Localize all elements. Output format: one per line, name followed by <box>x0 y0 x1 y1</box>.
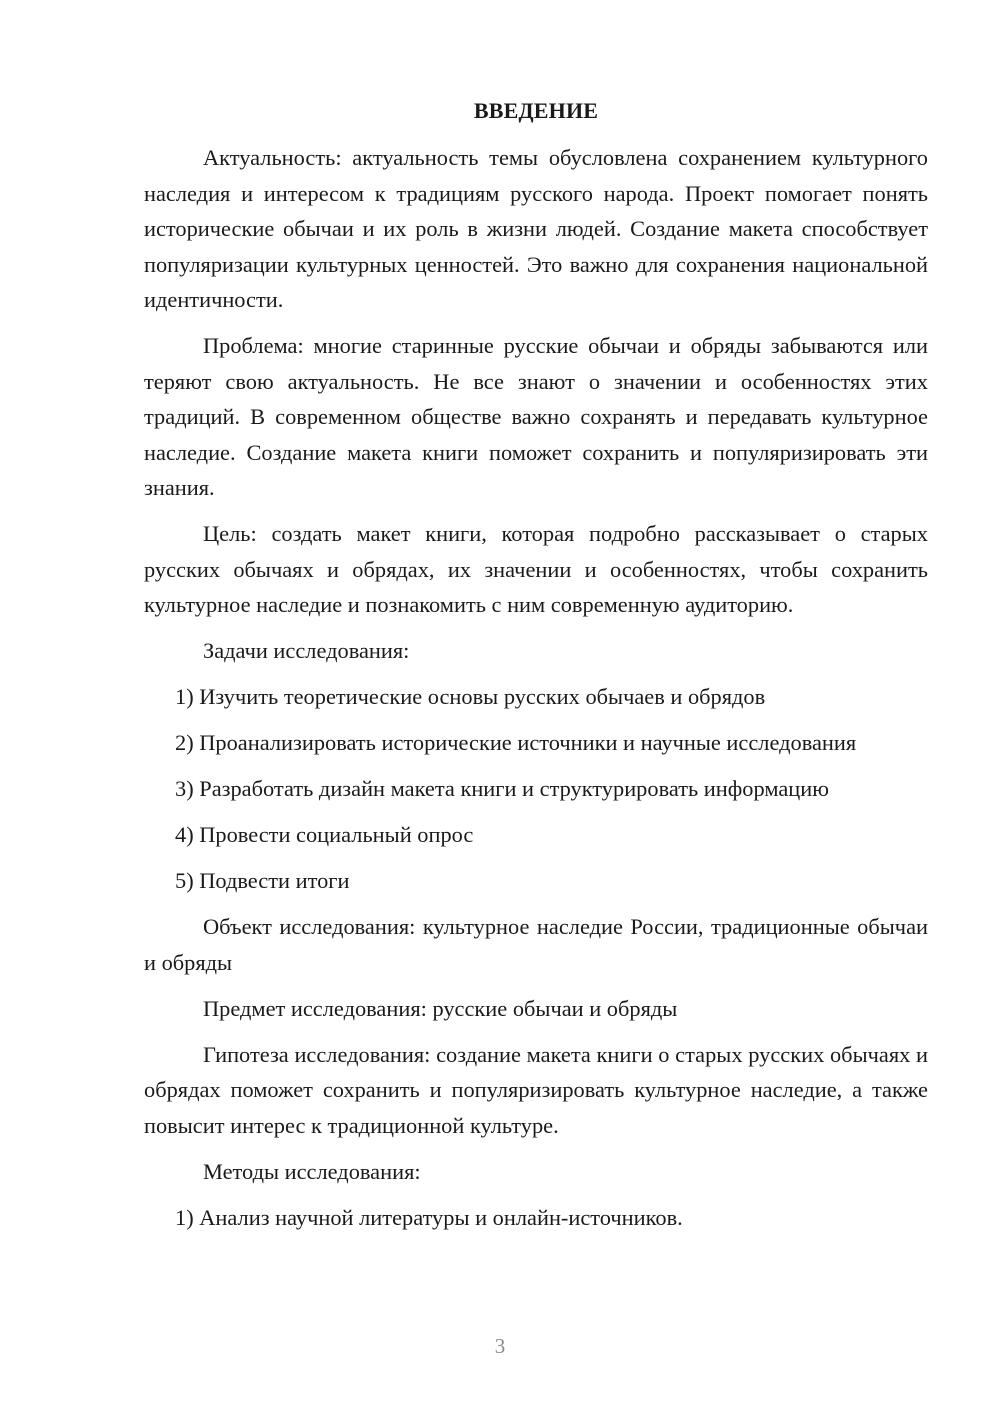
problem-paragraph: Проблема: многие старинные русские обычаи и обряды забываются или теряют свою актуальность. Не все знают о значении и особенностях этих традиций. В современном обществе важно сохранять и передавать культурное наследие. Создание макета книги поможет сохранить и популяризировать эти знания. <box>144 333 928 500</box>
subject-paragraph: Предмет исследования: русские обычаи и обряды <box>203 995 678 1021</box>
goal-paragraph: Цель: создать макет книги, которая подробно рассказывает о старых русских обычаях и обрядах, их значении и особенностях, чтобы сохранить культурное наследие и познакомить с ним современную аудиторию. <box>144 521 928 617</box>
task-item: 1) Изучить теоретические основы русских обычаев и обрядов <box>175 684 766 709</box>
task-item: 4) Провести социальный опрос <box>175 822 474 847</box>
document-page <box>144 96 928 1246</box>
page-number: 3 <box>494 1334 506 1358</box>
method-item: 1) Анализ научной литературы и онлайн-источников. <box>175 1204 683 1230</box>
section-heading: ВВЕДЕНИЕ <box>473 98 599 123</box>
object-paragraph: Объект исследования: культурное наследие России, традиционные обычаи и обряды <box>144 914 928 975</box>
hypothesis-paragraph: Гипотеза исследования: создание макета книги о старых русских обычаях и обрядах поможет сохранить и популяризировать культурное наследие, а также повысит интерес к традиционной культуре. <box>144 1041 928 1138</box>
task-item: 5) Подвести итоги <box>175 868 350 893</box>
task-item: 2) Проанализировать исторические источники и научные исследования <box>175 730 857 755</box>
task-item: 3) Разработать дизайн макета книги и структурировать информацию <box>175 776 829 801</box>
relevance-paragraph: Актуальность: актуальность темы обусловлена сохранением культурного наследия и интересом к традициям русского народа. Проект помогает понять исторические обычаи и их роль в жизни людей. Создание макета способствует популяризации культурных ценностей. Это важно для сохранения национальной идентичности. <box>144 145 928 312</box>
tasks-title: Задачи исследования: <box>203 638 410 663</box>
methods-title: Методы исследования: <box>203 1158 421 1184</box>
